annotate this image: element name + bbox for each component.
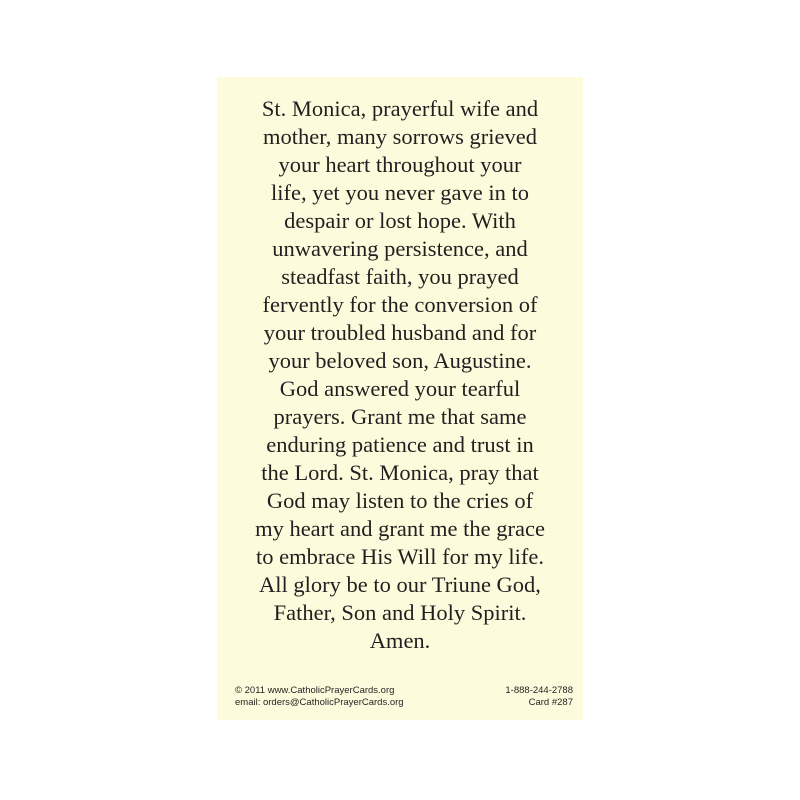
prayer-line: my heart and grant me the grace <box>255 516 545 541</box>
footer-card-info <box>505 685 573 708</box>
prayer-line: your beloved son, Augustine. <box>268 348 532 373</box>
card-number: Card #287 <box>528 696 573 708</box>
prayer-line: unwavering persistence, and <box>272 236 528 261</box>
prayer-line: All glory be to our Triune God, <box>259 572 541 597</box>
prayer-line: God may listen to the cries of <box>266 488 534 513</box>
prayer-line: fervently for the conversion of <box>262 292 538 317</box>
prayer-line: your troubled husband and for <box>263 320 537 345</box>
prayer-line: mother, many sorrows grieved <box>262 124 538 149</box>
footer-contact <box>235 685 404 708</box>
prayer-line: enduring patience and trust in <box>266 432 534 457</box>
prayer-line: to embrace His Will for my life. <box>256 544 544 569</box>
prayer-line: Father, Son and Holy Spirit. <box>273 600 527 625</box>
prayer-line: your heart throughout your <box>278 152 522 177</box>
copyright-text: © 2011 www.CatholicPrayerCards.org <box>235 685 395 696</box>
prayer-text <box>217 95 583 655</box>
prayer-card <box>217 77 583 720</box>
prayer-line: God answered your tearful <box>279 376 521 401</box>
prayer-line: life, yet you never gave in to <box>270 180 530 205</box>
phone-text: 1-888-244-2788 <box>505 685 573 696</box>
prayer-line: St. Monica, prayerful wife and <box>261 96 539 121</box>
prayer-line: Amen. <box>369 628 431 653</box>
email-text: email: orders@CatholicPrayerCards.org <box>235 696 404 708</box>
prayer-line: steadfast faith, you prayed <box>281 264 519 289</box>
prayer-line: prayers. Grant me that same <box>273 404 527 429</box>
prayer-line: the Lord. St. Monica, pray that <box>261 460 539 485</box>
prayer-line: despair or lost hope. With <box>284 208 516 233</box>
